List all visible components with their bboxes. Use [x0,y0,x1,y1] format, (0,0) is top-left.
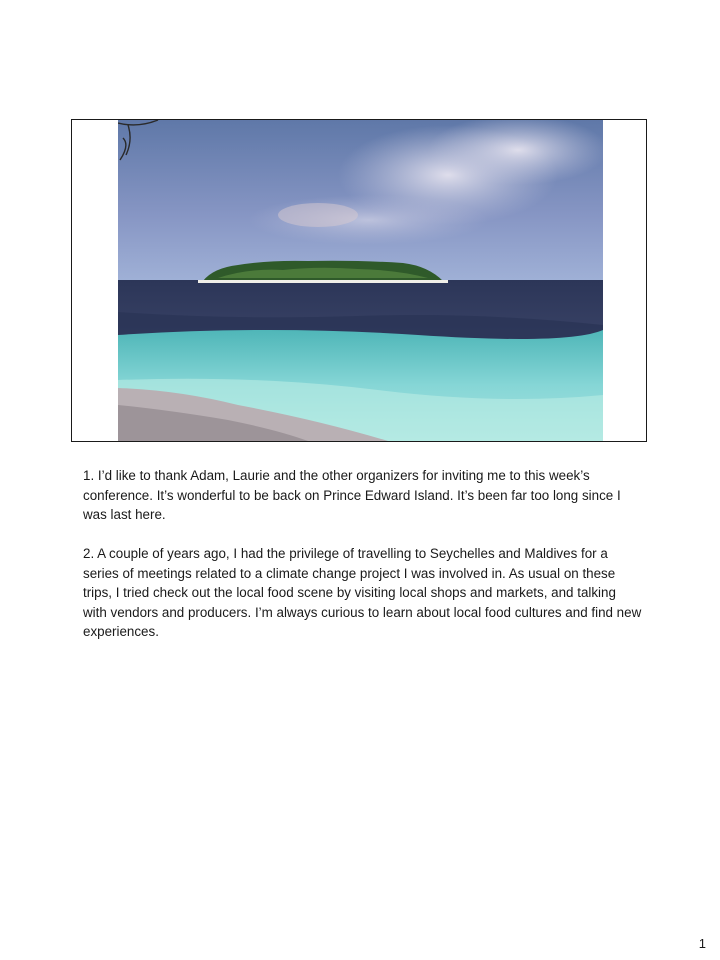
speaker-notes [83,466,643,661]
page-number: 1 [698,936,706,951]
island-photo [118,120,603,441]
slide-thumbnail [71,119,647,442]
notes-paragraph-2: 2. A couple of years ago, I had the privilege of travelling to Seychelles and Maldives for a series of meetings related to a climate change project I was involved in. As usual on these trips, I tried check out the local food scene by visiting local shops and markets, and talking with vendors and producers. I’m always curious to learn about local food cultures and find new experiences. [83,546,642,639]
notes-paragraph-1: 1. I’d like to thank Adam, Laurie and the other organizers for inviting me to this week’s conference. It’s wonderful to be back on Prince Edward Island. It’s been far too long since I was last here. [83,468,621,522]
